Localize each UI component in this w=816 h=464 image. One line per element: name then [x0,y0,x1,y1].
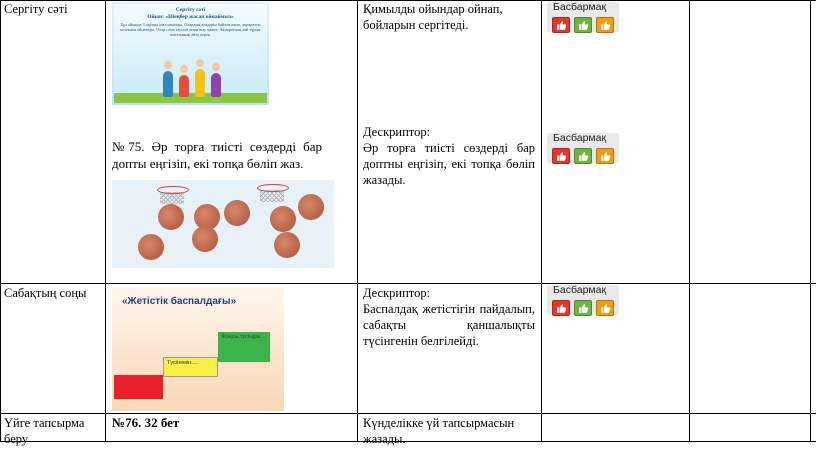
homework-task: №76. 32 бет [112,415,180,430]
thumb-orange-icon[interactable] [596,300,614,316]
rating-label: Басбармақ [553,1,607,13]
stage-warmup: Сергіту сәті [4,2,68,16]
warmup-slide-image [112,2,269,105]
ladder-step-green: Жақсы түсіндім... [218,332,270,362]
thumb-red-icon[interactable] [552,17,570,33]
slide-title: Сергіту сәті [175,7,206,13]
task-75: №75. Әр торға тиісті сөздерді бар допты еңгізіп, екі топқа бөліп жаз. [112,139,322,171]
descriptor-text-2: Баспалдақ жетістігін пайдалып, сабақты қаншалықты түсінгенін белгілейді. [363,302,535,348]
ladder-title: «Жетістік баспалдағы» [122,296,237,307]
rating-widget-1 [547,2,619,32]
rating-label: Басбармақ [553,132,607,144]
warmup-outcome: Қимылды ойындар ойнап, бойларын сергітеді. [363,2,503,32]
rating-label: Басбармақ [553,284,607,296]
thumb-green-icon[interactable] [574,148,592,164]
thumb-orange-icon[interactable] [596,148,614,164]
rating-widget-2 [547,133,619,163]
thumb-red-icon[interactable] [552,300,570,316]
descriptor-text-1: Әр торға тиісті сөздерді бар доптны еңгізіп, екі топқа бөліп жазады. [363,141,535,187]
ladder-step-red [114,375,163,399]
success-ladder-image [112,287,284,411]
descriptor-label-1: Дескриптор: [363,125,431,139]
rating-widget-3 [547,285,619,315]
thumb-green-icon[interactable] [574,300,592,316]
stage-lesson-end: Сабақтың соңы [4,286,87,300]
stage-homework: Үйге тапсырма беру [4,416,85,446]
descriptor-label-2: Дескриптор: [363,286,431,300]
slide-body: Бұл ойында 3 оқушы алға шығады. Олардың көздерін байлап алып, ақпаратты кезекпен ойнатады. Олар сома таусып атын атау қажет. Ақпараттың хай түріне жататынын айту керек. [120,22,261,38]
ladder-step-yellow: Түсінемін..... [163,357,218,377]
thumb-orange-icon[interactable] [596,17,614,33]
homework-outcome: Күнделікке үй тапсырмасын жазады. [363,416,515,446]
basketball-slide-image [112,180,334,268]
thumb-green-icon[interactable] [574,17,592,33]
slide-subtitle: Ойын: «Шеңбер жасап ойнаймыз» [147,14,234,20]
thumb-red-icon[interactable] [552,148,570,164]
